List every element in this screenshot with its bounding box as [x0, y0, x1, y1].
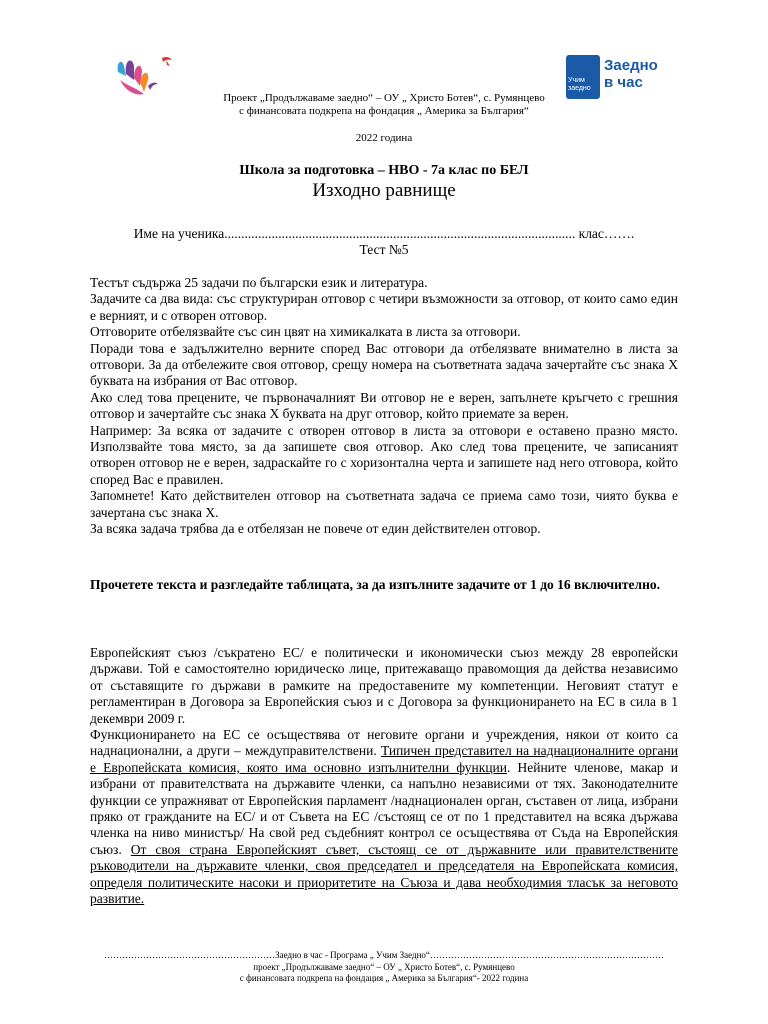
- year: 2022 година: [355, 132, 413, 144]
- passage: [90, 645, 678, 908]
- task-prompt: Прочетете текста и разгледайте таблицата, за да изпълните задачите от 1 до 16 включително.: [90, 577, 660, 592]
- instruction-line: Например: За всяка от задачите с отворен отговор в листа за отговори е оставено празно място. Използвайте това място, за да запишете своя отговор. Ако след това прецените, че записаният отворен отговор не е верен, задраскайте го с хоризонтална черта и запишете над него отговора, който според Вас е правилен.: [90, 422, 678, 487]
- project-line-2: с финансовата подкрепа на фондация „ Америка за България“: [239, 105, 529, 117]
- student-name-line: Име на ученика........................................................................................................ клас…….: [133, 226, 635, 241]
- passage-paragraph-1: Европейският съюз /съкратено ЕС/ е политически и икономически съюз между 28 европейски държави. Той е самостоятелно юридическо лице, притежаващо правомощия да действа независимо от съставящите го държави в рамките на предоставените му компетенции. Неговият статут е регламентиран в Договора за Европейския съюз и с Договора за функционирането на ЕС в сила в 1 декември 2009 г.: [90, 645, 678, 726]
- instruction-line: Тестът съдържа 25 задачи по български език и литература.: [90, 275, 428, 290]
- instruction-line: Поради това е задължително верните според Вас отговори да отбелязвате внимателно в листа за отговори. За да отбележите своя отговор, срещу номера на съответната задача зачертайте със знака Х буквата на избрания от Вас отговор.: [90, 340, 678, 389]
- footer-line-1: …………………………………………………Заедно в час - Програма „ Учим Заедно“……………………………………………………………………: [104, 950, 664, 960]
- instruction-line: Задачите са два вида: със структуриран отговор с четири възможности за отговор, от които само един е верният, и с отворен отговор.: [90, 291, 678, 323]
- school-title: Школа за подготовка – НВО - 7а клас по БЕЛ: [239, 163, 529, 178]
- footer-line-2: проект „Продължаваме заедно“ – ОУ „ Христо Ботев“, с. Румянцево: [253, 962, 515, 972]
- underlined-text: От своя страна Европейският съвет, състоящ се от държавните или правителствените ръководители на държавите членки, своя председател и председателя на Европейската комисия, определя политическите насоки и приоритетите на Съюза и дава необходимия тласък за неговото развитие.: [90, 841, 678, 907]
- test-number: Тест №5: [359, 242, 409, 257]
- instruction-line: Отговорите отбелязвайте със син цвят на химикалката в листа за отговори.: [90, 324, 521, 340]
- instruction-line: За всяка задача трябва да е отбелязан не повече от един действителен отговор.: [90, 521, 541, 537]
- instruction-line: Запомнете! Като действителен отговор на съответната задача се приема само този, чиято буква е зачертана със знака Х.: [90, 488, 678, 520]
- main-title: Изходно равнище: [312, 180, 456, 201]
- logo-big-text: Заедно в час: [604, 57, 658, 91]
- underlined-text: Типичен представител на наднационалните органи е Европейската комисия, която има основно изпълнителни функции: [90, 743, 678, 775]
- instructions: [90, 275, 678, 538]
- logo-small-text: Учим заедно: [568, 77, 591, 92]
- instruction-line: Ако след това прецените, че първоначалният Ви отговор не е верен, запълнете кръгчето с грешния отговор и зачертайте със знака Х буквата на друг отговор, който приемате за верен.: [90, 389, 678, 422]
- project-line-1: Проект „Продължаваме заедно“ – ОУ „ Христо Ботев“, с. Румянцево: [223, 92, 545, 104]
- footer-line-3: с финансовата подкрепа на фондация „ Америка за България“- 2022 година: [239, 973, 529, 983]
- passage-paragraph-2: Функционирането на ЕС се осъществява от неговите органи и учреждения, някои от които са наднационални, а други – междуправителствени. Типичен представител на наднационалните органи е Европейската комисия, която има основно изпълнителни функции. Нейните членове, макар и избрани от правителствата на държавите членки, са напълно независими от тях. Законодателните функции се упражняват от Европейския парламент /наднационален орган, съставен от лица, избрани пряко от гражданите на ЕС/ и от Съвета на ЕС /състоящ се от по 1 представител на всяка държава членка на ниво министър/ На свой ред съдебният контрол се осъществява от Съда на Европейския съюз. От своя страна Европейският съвет, състоящ се от държавните или правителствените ръководители на държавите членки, своя председател и председателя на Европейската комисия, определя политическите насоки и приоритетите на Съюза и дава необходимия тласък за неговото развитие.: [90, 727, 678, 907]
